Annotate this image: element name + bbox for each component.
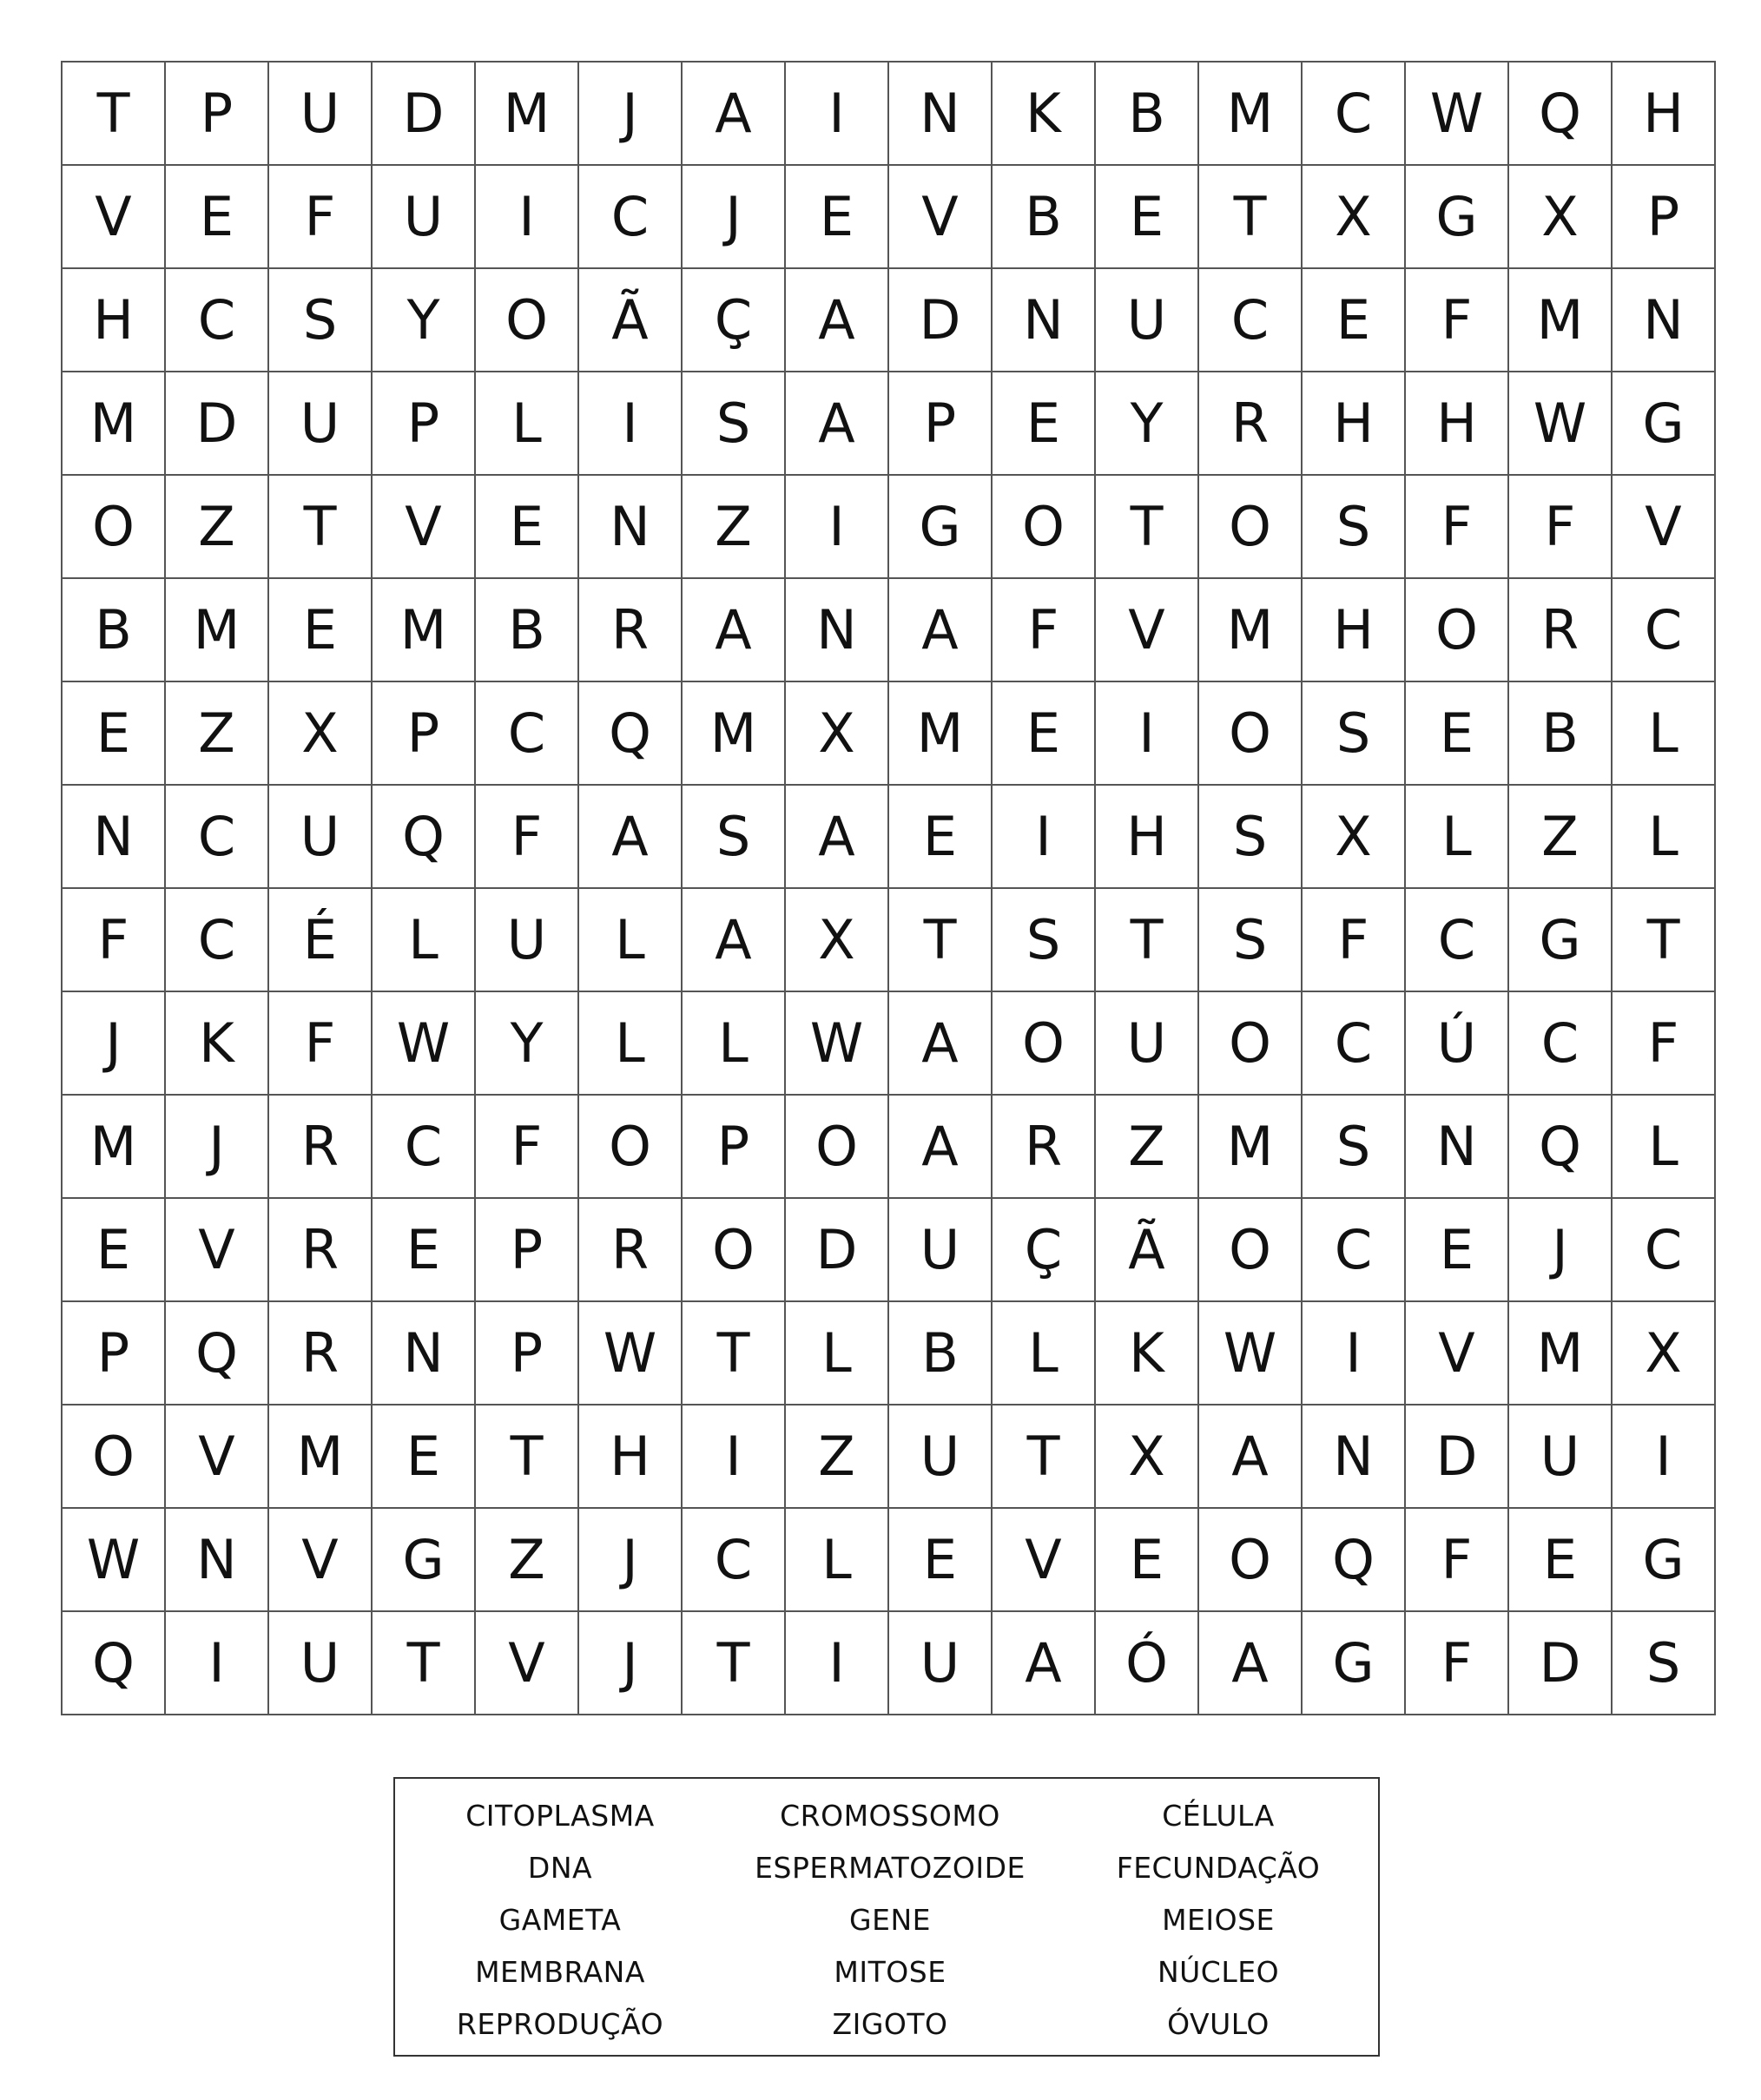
grid-cell[interactable]: A: [579, 786, 683, 889]
grid-cell[interactable]: V: [1096, 579, 1199, 682]
grid-cell[interactable]: R: [579, 579, 683, 682]
grid-cell[interactable]: I: [683, 1405, 786, 1509]
grid-cell[interactable]: N: [166, 1509, 269, 1612]
grid-cell[interactable]: O: [476, 269, 579, 372]
grid-cell[interactable]: E: [1406, 682, 1509, 786]
grid-cell[interactable]: X: [786, 682, 889, 786]
grid-cell[interactable]: B: [63, 579, 166, 682]
grid-cell[interactable]: T: [889, 889, 993, 992]
grid-cell[interactable]: C: [1199, 269, 1303, 372]
word-list-item: ESPERMATOZOIDE: [755, 1850, 1026, 1885]
grid-cell[interactable]: N: [1303, 1405, 1406, 1509]
grid-cell[interactable]: L: [1613, 1096, 1716, 1199]
grid-cell[interactable]: Y: [476, 992, 579, 1096]
word-list-item: FECUNDAÇÃO: [1116, 1850, 1321, 1885]
grid-cell[interactable]: T: [1613, 889, 1716, 992]
grid-cell[interactable]: F: [993, 579, 1096, 682]
word-list-item: GENE: [849, 1902, 931, 1937]
word-list-item: ÓVULO: [1167, 2006, 1270, 2041]
grid-cell[interactable]: J: [579, 1612, 683, 1715]
grid-cell[interactable]: I: [579, 372, 683, 476]
grid-cell[interactable]: I: [786, 63, 889, 166]
grid-cell[interactable]: C: [166, 786, 269, 889]
grid-cell[interactable]: V: [476, 1612, 579, 1715]
grid-cell[interactable]: N: [373, 1302, 476, 1405]
grid-cell[interactable]: U: [373, 166, 476, 269]
grid-cell[interactable]: S: [683, 372, 786, 476]
grid-cell[interactable]: C: [1303, 1199, 1406, 1302]
grid-cell[interactable]: M: [269, 1405, 373, 1509]
grid-cell[interactable]: R: [993, 1096, 1096, 1199]
grid-cell[interactable]: D: [1509, 1612, 1613, 1715]
grid-cell[interactable]: V: [993, 1509, 1096, 1612]
grid-cell[interactable]: E: [166, 166, 269, 269]
grid-cell[interactable]: A: [889, 992, 993, 1096]
grid-cell[interactable]: I: [1613, 1405, 1716, 1509]
grid-cell[interactable]: Y: [373, 269, 476, 372]
grid-cell[interactable]: J: [1509, 1199, 1613, 1302]
grid-cell[interactable]: B: [1096, 63, 1199, 166]
grid-cell[interactable]: W: [1406, 63, 1509, 166]
grid-cell[interactable]: F: [1406, 476, 1509, 579]
grid-cell[interactable]: L: [373, 889, 476, 992]
word-list-item: CÉLULA: [1162, 1798, 1275, 1833]
grid-cell[interactable]: V: [63, 166, 166, 269]
grid-cell[interactable]: M: [889, 682, 993, 786]
grid-cell[interactable]: L: [786, 1302, 889, 1405]
grid-cell[interactable]: M: [63, 1096, 166, 1199]
grid-cell[interactable]: Z: [476, 1509, 579, 1612]
grid-cell[interactable]: H: [1303, 579, 1406, 682]
grid-cell[interactable]: L: [1406, 786, 1509, 889]
grid-cell[interactable]: Q: [1303, 1509, 1406, 1612]
grid-cell[interactable]: V: [373, 476, 476, 579]
grid-cell[interactable]: A: [786, 372, 889, 476]
grid-cell[interactable]: P: [63, 1302, 166, 1405]
grid-cell[interactable]: B: [476, 579, 579, 682]
grid-cell[interactable]: U: [269, 63, 373, 166]
grid-cell[interactable]: A: [683, 889, 786, 992]
grid-cell[interactable]: I: [1096, 682, 1199, 786]
grid-cell[interactable]: Q: [166, 1302, 269, 1405]
grid-cell[interactable]: A: [889, 579, 993, 682]
grid-cell[interactable]: P: [889, 372, 993, 476]
grid-cell[interactable]: G: [1613, 372, 1716, 476]
grid-cell[interactable]: G: [889, 476, 993, 579]
grid-cell[interactable]: Q: [1509, 63, 1613, 166]
word-list-item: MITOSE: [834, 1954, 946, 1989]
grid-cell[interactable]: X: [1303, 786, 1406, 889]
grid-cell[interactable]: C: [683, 1509, 786, 1612]
grid-cell[interactable]: E: [1303, 269, 1406, 372]
grid-cell[interactable]: D: [166, 372, 269, 476]
grid-cell[interactable]: F: [476, 786, 579, 889]
grid-cell[interactable]: G: [1406, 166, 1509, 269]
grid-cell[interactable]: Ç: [683, 269, 786, 372]
grid-cell[interactable]: V: [889, 166, 993, 269]
grid-cell[interactable]: D: [786, 1199, 889, 1302]
grid-cell[interactable]: E: [889, 1509, 993, 1612]
grid-cell[interactable]: F: [1613, 992, 1716, 1096]
grid-cell[interactable]: O: [993, 476, 1096, 579]
grid-cell[interactable]: O: [1199, 476, 1303, 579]
grid-cell[interactable]: R: [269, 1302, 373, 1405]
grid-cell[interactable]: C: [1303, 992, 1406, 1096]
grid-cell[interactable]: M: [373, 579, 476, 682]
grid-cell[interactable]: A: [889, 1096, 993, 1199]
grid-cell[interactable]: V: [166, 1199, 269, 1302]
grid-cell[interactable]: I: [166, 1612, 269, 1715]
grid-cell[interactable]: X: [269, 682, 373, 786]
grid-cell[interactable]: J: [166, 1096, 269, 1199]
grid-cell[interactable]: O: [1199, 992, 1303, 1096]
grid-cell[interactable]: X: [1613, 1302, 1716, 1405]
grid-cell[interactable]: S: [1199, 889, 1303, 992]
word-list-box: [393, 1777, 1380, 2057]
grid-cell[interactable]: M: [63, 372, 166, 476]
grid-cell[interactable]: H: [1096, 786, 1199, 889]
grid-cell[interactable]: U: [1509, 1405, 1613, 1509]
grid-cell[interactable]: Q: [373, 786, 476, 889]
grid-cell[interactable]: E: [476, 476, 579, 579]
grid-cell[interactable]: S: [1199, 786, 1303, 889]
grid-cell[interactable]: P: [1613, 166, 1716, 269]
grid-cell[interactable]: C: [373, 1096, 476, 1199]
grid-cell[interactable]: X: [1303, 166, 1406, 269]
word-list-item: REPRODUÇÃO: [456, 2006, 664, 2041]
grid-cell[interactable]: R: [269, 1096, 373, 1199]
grid-cell[interactable]: C: [1509, 992, 1613, 1096]
grid-cell[interactable]: O: [579, 1096, 683, 1199]
grid-cell[interactable]: Ã: [1096, 1199, 1199, 1302]
grid-cell[interactable]: W: [63, 1509, 166, 1612]
grid-cell[interactable]: N: [889, 63, 993, 166]
grid-cell[interactable]: O: [993, 992, 1096, 1096]
grid-cell[interactable]: E: [373, 1405, 476, 1509]
grid-cell[interactable]: L: [476, 372, 579, 476]
grid-cell[interactable]: E: [1096, 166, 1199, 269]
grid-cell[interactable]: S: [269, 269, 373, 372]
grid-cell[interactable]: G: [1509, 889, 1613, 992]
grid-cell[interactable]: O: [786, 1096, 889, 1199]
word-list-item: ZIGOTO: [832, 2006, 948, 2041]
grid-cell[interactable]: L: [683, 992, 786, 1096]
grid-cell[interactable]: J: [683, 166, 786, 269]
grid-cell[interactable]: V: [269, 1509, 373, 1612]
grid-cell[interactable]: O: [1199, 1199, 1303, 1302]
grid-cell[interactable]: F: [1509, 476, 1613, 579]
grid-cell[interactable]: P: [683, 1096, 786, 1199]
grid-cell[interactable]: Q: [1509, 1096, 1613, 1199]
grid-cell[interactable]: V: [1406, 1302, 1509, 1405]
grid-cell[interactable]: R: [269, 1199, 373, 1302]
word-list-item: GAMETA: [498, 1902, 622, 1937]
grid-cell[interactable]: U: [1096, 269, 1199, 372]
grid-cell[interactable]: I: [1303, 1302, 1406, 1405]
grid-cell[interactable]: X: [1509, 166, 1613, 269]
grid-cell[interactable]: U: [1096, 992, 1199, 1096]
grid-cell[interactable]: H: [1613, 63, 1716, 166]
grid-cell[interactable]: L: [993, 1302, 1096, 1405]
grid-cell[interactable]: C: [1406, 889, 1509, 992]
grid-cell[interactable]: A: [683, 63, 786, 166]
grid-cell[interactable]: B: [1509, 682, 1613, 786]
grid-cell[interactable]: U: [889, 1405, 993, 1509]
grid-cell[interactable]: T: [1096, 476, 1199, 579]
grid-cell[interactable]: P: [373, 682, 476, 786]
grid-cell[interactable]: J: [579, 63, 683, 166]
grid-cell[interactable]: T: [683, 1612, 786, 1715]
grid-cell[interactable]: R: [1509, 579, 1613, 682]
grid-cell[interactable]: F: [63, 889, 166, 992]
grid-cell[interactable]: O: [63, 476, 166, 579]
grid-cell[interactable]: L: [1613, 682, 1716, 786]
grid-cell[interactable]: E: [63, 682, 166, 786]
grid-cell[interactable]: C: [1613, 579, 1716, 682]
grid-cell[interactable]: E: [1096, 1509, 1199, 1612]
grid-cell[interactable]: N: [63, 786, 166, 889]
word-list: [395, 1789, 1378, 2050]
grid-cell[interactable]: R: [579, 1199, 683, 1302]
grid-cell[interactable]: V: [1613, 476, 1716, 579]
grid-cell[interactable]: S: [1303, 682, 1406, 786]
word-search-grid: [61, 61, 1716, 1715]
grid-cell[interactable]: Q: [63, 1612, 166, 1715]
grid-cell[interactable]: D: [889, 269, 993, 372]
grid-cell[interactable]: E: [993, 372, 1096, 476]
grid-cell[interactable]: W: [579, 1302, 683, 1405]
grid-cell[interactable]: G: [1613, 1509, 1716, 1612]
grid-cell[interactable]: F: [269, 992, 373, 1096]
grid-cell[interactable]: S: [993, 889, 1096, 992]
grid-cell[interactable]: F: [1406, 269, 1509, 372]
grid-cell[interactable]: E: [269, 579, 373, 682]
grid-cell[interactable]: C: [476, 682, 579, 786]
grid-cell[interactable]: X: [786, 889, 889, 992]
word-list-item: NÚCLEO: [1157, 1954, 1280, 1989]
grid-cell[interactable]: E: [63, 1199, 166, 1302]
grid-cell[interactable]: W: [1509, 372, 1613, 476]
grid-cell[interactable]: C: [1613, 1199, 1716, 1302]
grid-cell[interactable]: M: [476, 63, 579, 166]
grid-cell[interactable]: I: [476, 166, 579, 269]
grid-cell[interactable]: Ç: [993, 1199, 1096, 1302]
grid-cell[interactable]: F: [269, 166, 373, 269]
grid-cell[interactable]: F: [1303, 889, 1406, 992]
grid-cell[interactable]: A: [786, 786, 889, 889]
grid-cell[interactable]: N: [579, 476, 683, 579]
grid-cell[interactable]: P: [476, 1199, 579, 1302]
grid-cell[interactable]: O: [1199, 682, 1303, 786]
grid-cell[interactable]: U: [889, 1612, 993, 1715]
grid-cell[interactable]: É: [269, 889, 373, 992]
grid-cell[interactable]: Q: [579, 682, 683, 786]
grid-cell[interactable]: T: [269, 476, 373, 579]
grid-cell[interactable]: M: [1509, 269, 1613, 372]
grid-cell[interactable]: I: [993, 786, 1096, 889]
grid-cell[interactable]: A: [786, 269, 889, 372]
grid-cell[interactable]: F: [476, 1096, 579, 1199]
grid-cell[interactable]: O: [1199, 1509, 1303, 1612]
grid-cell[interactable]: T: [993, 1405, 1096, 1509]
grid-cell[interactable]: S: [683, 786, 786, 889]
grid-cell[interactable]: E: [373, 1199, 476, 1302]
grid-cell[interactable]: Z: [786, 1405, 889, 1509]
grid-cell[interactable]: S: [1303, 1096, 1406, 1199]
grid-cell[interactable]: I: [786, 476, 889, 579]
grid-cell[interactable]: T: [1199, 166, 1303, 269]
grid-cell[interactable]: N: [993, 269, 1096, 372]
grid-cell[interactable]: U: [269, 1612, 373, 1715]
grid-cell[interactable]: E: [889, 786, 993, 889]
grid-cell[interactable]: M: [1509, 1302, 1613, 1405]
grid-cell[interactable]: U: [269, 786, 373, 889]
grid-cell[interactable]: O: [683, 1199, 786, 1302]
word-list-item: DNA: [527, 1850, 593, 1885]
grid-cell[interactable]: A: [993, 1612, 1096, 1715]
grid-cell[interactable]: D: [1406, 1405, 1509, 1509]
grid-cell[interactable]: N: [1406, 1096, 1509, 1199]
grid-cell[interactable]: M: [166, 579, 269, 682]
grid-cell[interactable]: M: [683, 682, 786, 786]
grid-cell[interactable]: U: [476, 889, 579, 992]
grid-cell[interactable]: T: [1096, 889, 1199, 992]
grid-cell[interactable]: E: [786, 166, 889, 269]
grid-cell[interactable]: C: [166, 269, 269, 372]
grid-cell[interactable]: F: [1406, 1612, 1509, 1715]
grid-cell[interactable]: N: [786, 579, 889, 682]
grid-cell[interactable]: S: [1613, 1612, 1716, 1715]
grid-cell[interactable]: S: [1303, 476, 1406, 579]
grid-cell[interactable]: M: [1199, 63, 1303, 166]
grid-cell[interactable]: D: [373, 63, 476, 166]
grid-cell[interactable]: L: [579, 992, 683, 1096]
grid-cell[interactable]: Ã: [579, 269, 683, 372]
grid-cell[interactable]: G: [373, 1509, 476, 1612]
grid-cell[interactable]: F: [1406, 1509, 1509, 1612]
grid-cell[interactable]: P: [476, 1302, 579, 1405]
word-list-item: CITOPLASMA: [465, 1798, 655, 1833]
grid-cell[interactable]: L: [1613, 786, 1716, 889]
grid-cell[interactable]: B: [993, 166, 1096, 269]
grid-cell[interactable]: U: [889, 1199, 993, 1302]
grid-cell[interactable]: Z: [1096, 1096, 1199, 1199]
grid-cell[interactable]: L: [786, 1509, 889, 1612]
grid-cell[interactable]: E: [1406, 1199, 1509, 1302]
grid-cell[interactable]: O: [1406, 579, 1509, 682]
grid-cell[interactable]: Z: [166, 682, 269, 786]
grid-cell[interactable]: U: [269, 372, 373, 476]
grid-cell[interactable]: K: [166, 992, 269, 1096]
grid-cell[interactable]: V: [166, 1405, 269, 1509]
word-list-item: CROMOSSOMO: [780, 1798, 1000, 1833]
grid-cell[interactable]: G: [1303, 1612, 1406, 1715]
grid-cell[interactable]: H: [579, 1405, 683, 1509]
grid-cell[interactable]: H: [63, 269, 166, 372]
word-list-item: MEIOSE: [1162, 1902, 1275, 1937]
grid-cell[interactable]: E: [993, 682, 1096, 786]
grid-cell[interactable]: W: [373, 992, 476, 1096]
grid-cell[interactable]: W: [786, 992, 889, 1096]
grid-cell[interactable]: H: [1406, 372, 1509, 476]
grid-cell[interactable]: A: [683, 579, 786, 682]
grid-cell[interactable]: I: [786, 1612, 889, 1715]
grid-cell[interactable]: P: [166, 63, 269, 166]
grid-cell[interactable]: W: [1199, 1302, 1303, 1405]
grid-cell[interactable]: Ó: [1096, 1612, 1199, 1715]
grid-cell[interactable]: O: [63, 1405, 166, 1509]
grid-cell[interactable]: P: [373, 372, 476, 476]
grid-cell[interactable]: T: [373, 1612, 476, 1715]
grid-cell[interactable]: Z: [1509, 786, 1613, 889]
grid-cell[interactable]: Z: [166, 476, 269, 579]
word-list-item: MEMBRANA: [475, 1954, 645, 1989]
grid-cell[interactable]: K: [993, 63, 1096, 166]
grid-cell[interactable]: X: [1096, 1405, 1199, 1509]
grid-cell[interactable]: Y: [1096, 372, 1199, 476]
grid-cell[interactable]: C: [1303, 63, 1406, 166]
grid-cell[interactable]: T: [476, 1405, 579, 1509]
grid-cell[interactable]: A: [1199, 1405, 1303, 1509]
grid-cell[interactable]: J: [63, 992, 166, 1096]
grid-cell[interactable]: K: [1096, 1302, 1199, 1405]
grid-cell[interactable]: C: [579, 166, 683, 269]
grid-cell[interactable]: E: [1509, 1509, 1613, 1612]
grid-cell[interactable]: J: [579, 1509, 683, 1612]
grid-cell[interactable]: M: [1199, 1096, 1303, 1199]
grid-cell[interactable]: A: [1199, 1612, 1303, 1715]
grid-cell[interactable]: N: [1613, 269, 1716, 372]
grid-cell[interactable]: T: [683, 1302, 786, 1405]
grid-cell[interactable]: R: [1199, 372, 1303, 476]
grid-cell[interactable]: Z: [683, 476, 786, 579]
grid-cell[interactable]: T: [63, 63, 166, 166]
grid-cell[interactable]: Ú: [1406, 992, 1509, 1096]
grid-cell[interactable]: M: [1199, 579, 1303, 682]
grid-cell[interactable]: C: [166, 889, 269, 992]
grid-cell[interactable]: B: [889, 1302, 993, 1405]
grid-cell[interactable]: L: [579, 889, 683, 992]
grid-cell[interactable]: H: [1303, 372, 1406, 476]
